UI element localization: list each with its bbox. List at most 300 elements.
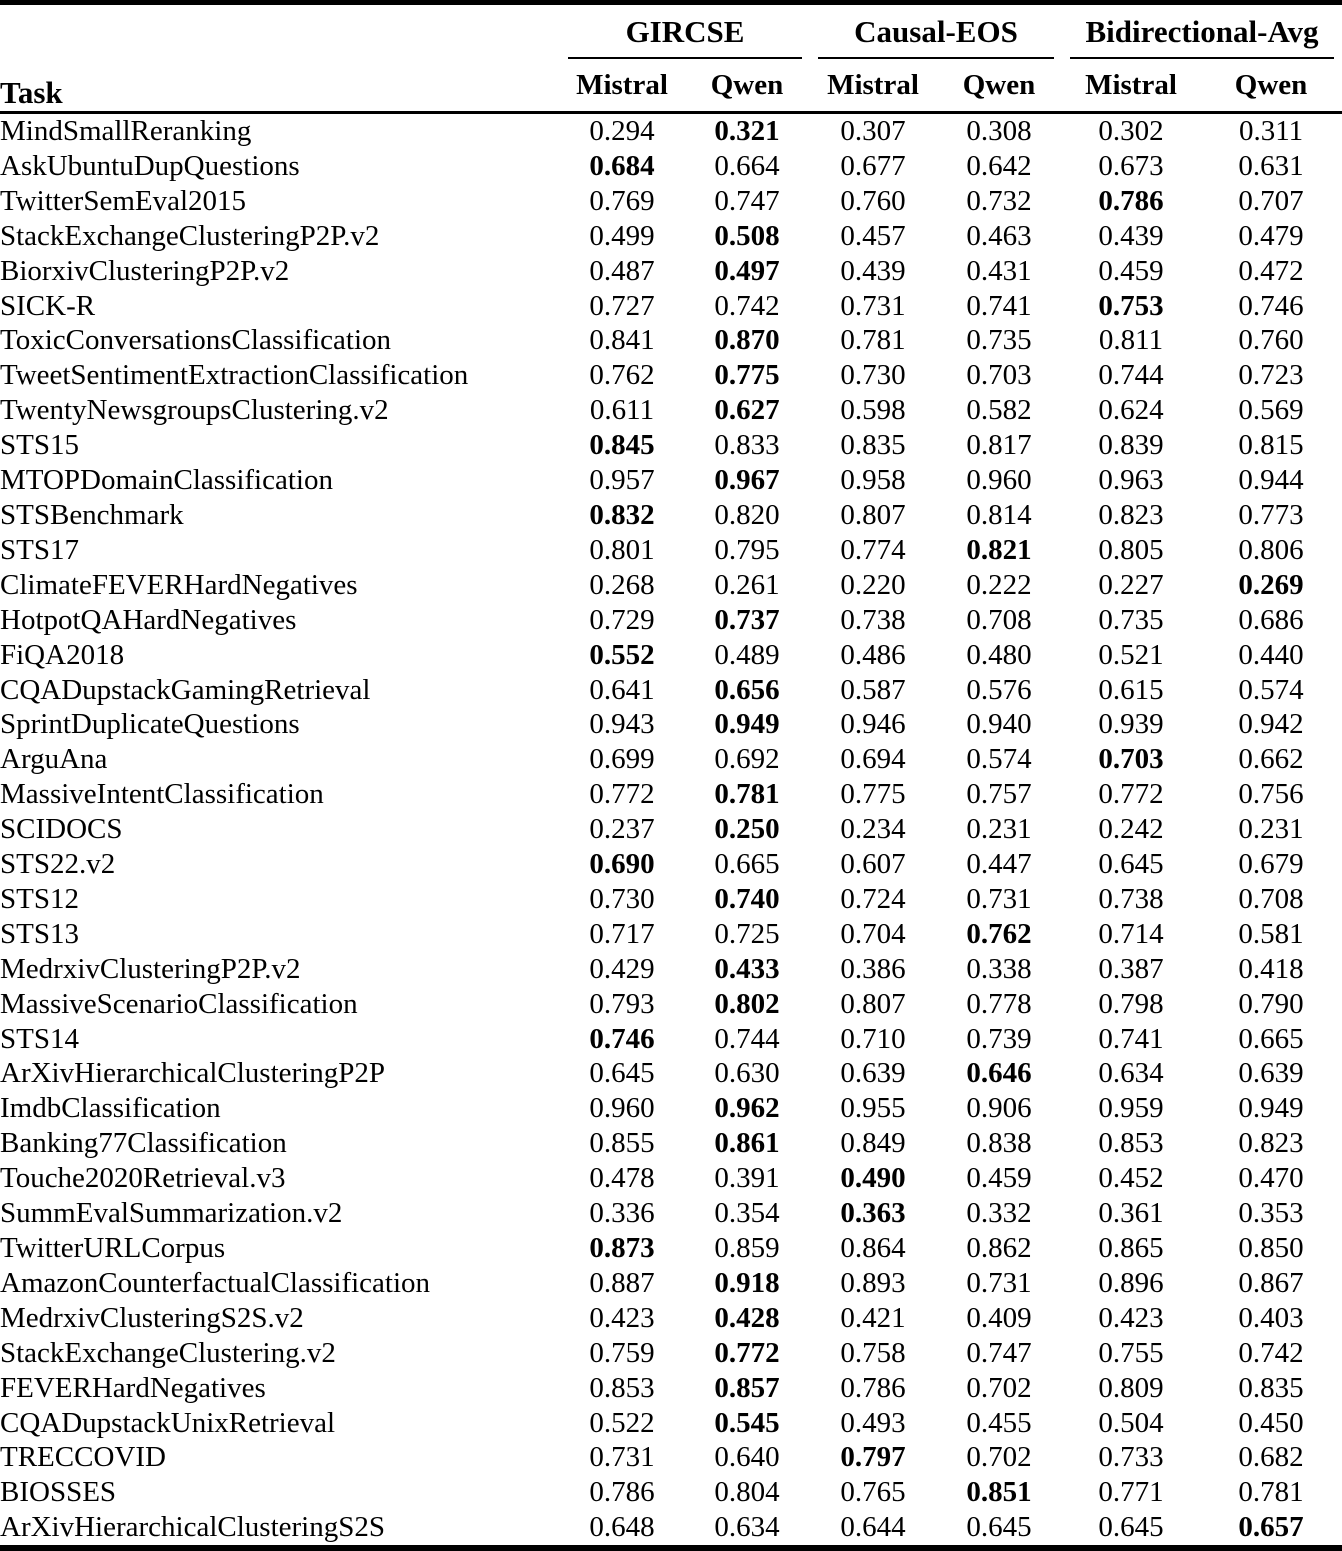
score-cell: 0.569 (1238, 394, 1304, 427)
score-cell: 0.740 (714, 882, 780, 915)
score-cell: 0.353 (1238, 1197, 1304, 1230)
score-cell: 0.741 (1098, 1022, 1164, 1055)
table-row (0, 1196, 1342, 1231)
task-name-cell: AskUbuntuDupQuestions (0, 149, 300, 182)
score-cell: 0.738 (1098, 882, 1164, 915)
score-cell: 0.702 (966, 1371, 1032, 1404)
task-name-cell: ArXivHierarchicalClusteringP2P (0, 1057, 385, 1090)
score-cell: 0.762 (966, 917, 1032, 950)
table-row (0, 673, 1342, 708)
score-cell: 0.775 (714, 359, 780, 392)
score-cell: 0.807 (840, 498, 906, 531)
score-cell: 0.302 (1098, 115, 1164, 147)
score-cell: 0.227 (1098, 568, 1164, 601)
task-name-cell: Touche2020Retrieval.v3 (0, 1162, 286, 1195)
score-cell: 0.850 (1238, 1232, 1304, 1264)
score-cell: 0.841 (589, 324, 655, 357)
task-name-cell: MindSmallReranking (0, 115, 252, 147)
score-cell: 0.781 (714, 778, 780, 811)
score-cell: 0.552 (589, 638, 655, 671)
table-header (0, 0, 1342, 114)
score-cell: 0.455 (966, 1406, 1032, 1439)
score-cell: 0.664 (714, 149, 780, 182)
score-cell: 0.802 (714, 987, 780, 1020)
score-cell: 0.642 (966, 149, 1032, 182)
score-cell: 0.428 (714, 1301, 780, 1334)
score-cell: 0.545 (714, 1406, 780, 1439)
score-cell: 0.773 (1238, 498, 1304, 531)
score-cell: 0.641 (589, 673, 655, 706)
score-cell: 0.870 (714, 324, 780, 357)
task-name-cell: StackExchangeClustering.v2 (0, 1336, 336, 1369)
score-cell: 0.630 (714, 1057, 780, 1090)
score-cell: 0.717 (589, 917, 655, 950)
score-cell: 0.725 (714, 917, 780, 950)
score-cell: 0.849 (840, 1127, 906, 1160)
score-cell: 0.771 (1098, 1476, 1164, 1509)
table-row (0, 638, 1342, 673)
task-name-cell: MassiveIntentClassification (0, 778, 324, 811)
score-cell: 0.774 (840, 533, 906, 566)
score-cell: 0.742 (1238, 1336, 1304, 1369)
score-cell: 0.723 (1238, 359, 1304, 392)
score-cell: 0.731 (840, 289, 906, 322)
score-cell: 0.429 (589, 952, 655, 985)
task-name-cell: Banking77Classification (0, 1127, 287, 1160)
table-row (0, 1510, 1342, 1545)
score-cell: 0.746 (589, 1022, 655, 1055)
score-cell: 0.946 (840, 708, 906, 741)
score-cell: 0.307 (840, 115, 906, 147)
table-row (0, 1231, 1342, 1266)
score-cell: 0.756 (1238, 778, 1304, 811)
subcolumn-label-causal-eos-mistral: Mistral (827, 69, 919, 101)
score-cell: 0.798 (1098, 987, 1164, 1020)
task-name-cell: STS15 (0, 429, 79, 462)
task-name-cell: STS22.v2 (0, 848, 116, 881)
table-row (0, 1475, 1342, 1510)
task-name-cell: TweetSentimentExtractionClassification (0, 359, 469, 392)
score-cell: 0.452 (1098, 1162, 1164, 1195)
score-cell: 0.439 (840, 254, 906, 287)
score-cell: 0.656 (714, 673, 780, 706)
group-label-bidirectional-avg: Bidirectional-Avg (1085, 14, 1319, 49)
table-row (0, 707, 1342, 742)
score-cell: 0.361 (1098, 1197, 1164, 1230)
bottomrule-row (0, 1545, 1342, 1551)
table-row (0, 1126, 1342, 1161)
task-name-cell: CQADupstackUnixRetrieval (0, 1406, 336, 1439)
score-cell: 0.853 (589, 1371, 655, 1404)
task-name-cell: AmazonCounterfactualClassification (0, 1266, 431, 1299)
score-cell: 0.611 (589, 394, 655, 427)
task-name-cell: BiorxivClusteringP2P.v2 (0, 254, 290, 287)
task-name-cell: STSBenchmark (0, 498, 184, 531)
task-name-cell: STS17 (0, 533, 79, 566)
score-cell: 0.576 (966, 673, 1032, 706)
score-cell: 0.472 (1238, 254, 1304, 287)
score-cell: 0.338 (966, 952, 1032, 985)
score-cell: 0.873 (589, 1232, 655, 1264)
score-cell: 0.665 (714, 848, 780, 881)
score-cell: 0.739 (966, 1022, 1032, 1055)
score-cell: 0.682 (1238, 1441, 1304, 1474)
score-cell: 0.957 (589, 464, 655, 497)
group-header-row (0, 5, 1342, 59)
score-cell: 0.731 (966, 882, 1032, 915)
score-cell: 0.839 (1098, 429, 1164, 462)
table-row (0, 952, 1342, 987)
table-row (0, 498, 1342, 533)
score-cell: 0.459 (1098, 254, 1164, 287)
table-body (0, 114, 1342, 1545)
score-cell: 0.731 (589, 1441, 655, 1474)
score-cell: 0.835 (840, 429, 906, 462)
score-cell: 0.421 (840, 1301, 906, 1334)
score-cell: 0.833 (714, 429, 780, 462)
score-cell: 0.574 (1238, 673, 1304, 706)
score-cell: 0.615 (1098, 673, 1164, 706)
subcolumn-label-gircse-mistral: Mistral (576, 69, 668, 101)
score-cell: 0.755 (1098, 1336, 1164, 1369)
score-cell: 0.727 (589, 289, 655, 322)
table-row (0, 533, 1342, 568)
score-cell: 0.735 (966, 324, 1032, 357)
task-name-cell: STS12 (0, 882, 79, 915)
subcolumn-label-causal-eos-qwen: Qwen (962, 69, 1036, 101)
score-cell: 0.363 (840, 1197, 906, 1230)
score-cell: 0.418 (1238, 952, 1304, 985)
score-cell: 0.804 (714, 1476, 780, 1509)
score-cell: 0.797 (840, 1441, 906, 1474)
task-name-cell: STS14 (0, 1022, 79, 1055)
score-cell: 0.832 (589, 498, 655, 531)
table-row (0, 812, 1342, 847)
score-cell: 0.522 (589, 1406, 655, 1439)
score-cell: 0.486 (840, 638, 906, 671)
score-cell: 0.944 (1238, 464, 1304, 497)
score-cell: 0.760 (840, 184, 906, 217)
score-cell: 0.581 (1238, 917, 1304, 950)
table-row (0, 1301, 1342, 1336)
task-name-cell: MedrxivClusteringP2P.v2 (0, 952, 301, 985)
score-cell: 0.741 (966, 289, 1032, 322)
score-cell: 0.710 (840, 1022, 906, 1055)
score-cell: 0.733 (1098, 1441, 1164, 1474)
score-cell: 0.823 (1238, 1127, 1304, 1160)
table-row (0, 428, 1342, 463)
score-cell: 0.744 (714, 1022, 780, 1055)
score-cell: 0.817 (966, 429, 1032, 462)
score-cell: 0.939 (1098, 708, 1164, 741)
score-cell: 0.582 (966, 394, 1032, 427)
score-cell: 0.268 (589, 568, 655, 601)
score-cell: 0.949 (714, 708, 780, 741)
score-cell: 0.786 (1098, 184, 1164, 217)
score-cell: 0.820 (714, 498, 780, 531)
score-cell: 0.699 (589, 743, 655, 776)
score-cell: 0.778 (966, 987, 1032, 1020)
score-cell: 0.760 (1238, 324, 1304, 357)
subcolumn-header-causal-eos-qwen (936, 59, 1062, 111)
score-cell: 0.690 (589, 848, 655, 881)
score-cell: 0.714 (1098, 917, 1164, 950)
score-cell: 0.645 (589, 1057, 655, 1090)
score-cell: 0.627 (714, 394, 780, 427)
subcolumn-header-causal-eos-mistral (810, 59, 936, 111)
score-cell: 0.250 (714, 813, 780, 846)
score-cell: 0.489 (714, 638, 780, 671)
score-cell: 0.457 (840, 219, 906, 252)
score-cell: 0.493 (840, 1406, 906, 1439)
task-name-cell: FEVERHardNegatives (0, 1371, 266, 1404)
task-name-cell: SprintDuplicateQuestions (0, 708, 300, 741)
task-name-cell: ArguAna (0, 743, 108, 776)
table-row (0, 184, 1342, 219)
task-name-cell: HotpotQAHardNegatives (0, 603, 297, 636)
table-row (0, 114, 1342, 149)
score-cell: 0.857 (714, 1371, 780, 1404)
score-cell: 0.450 (1238, 1406, 1304, 1439)
score-cell: 0.387 (1098, 952, 1164, 985)
score-cell: 0.959 (1098, 1092, 1164, 1125)
score-cell: 0.801 (589, 533, 655, 566)
subcolumn-label-bidirectional-avg-mistral: Mistral (1085, 69, 1177, 101)
table-row (0, 603, 1342, 638)
score-cell: 0.967 (714, 464, 780, 497)
score-cell: 0.821 (966, 533, 1032, 566)
score-cell: 0.679 (1238, 848, 1304, 881)
subcolumn-label-gircse-qwen: Qwen (710, 69, 784, 101)
table-row (0, 1266, 1342, 1301)
score-cell: 0.684 (589, 149, 655, 182)
score-cell: 0.730 (840, 359, 906, 392)
score-cell: 0.735 (1098, 603, 1164, 636)
score-cell: 0.459 (966, 1162, 1032, 1195)
score-cell: 0.765 (840, 1476, 906, 1509)
score-cell: 0.757 (966, 778, 1032, 811)
score-cell: 0.269 (1238, 568, 1304, 601)
score-cell: 0.729 (589, 603, 655, 636)
score-cell: 0.738 (840, 603, 906, 636)
task-name-cell: STS13 (0, 917, 79, 950)
score-cell: 0.634 (714, 1511, 780, 1544)
score-cell: 0.859 (714, 1232, 780, 1264)
score-cell: 0.639 (1238, 1057, 1304, 1090)
score-cell: 0.490 (840, 1162, 906, 1195)
score-cell: 0.311 (1238, 115, 1304, 147)
score-cell: 0.790 (1238, 987, 1304, 1020)
table-row (0, 1161, 1342, 1196)
score-cell: 0.308 (966, 115, 1032, 147)
score-cell: 0.795 (714, 533, 780, 566)
score-cell: 0.772 (589, 778, 655, 811)
score-cell: 0.893 (840, 1266, 906, 1299)
group-header-gircse (560, 5, 810, 59)
score-cell: 0.703 (1098, 743, 1164, 776)
subcolumn-label-bidirectional-avg-qwen: Qwen (1234, 69, 1308, 101)
table-row (0, 393, 1342, 428)
task-name-cell: SCIDOCS (0, 813, 123, 846)
score-cell: 0.855 (589, 1127, 655, 1160)
score-cell: 0.423 (589, 1301, 655, 1334)
score-cell: 0.887 (589, 1266, 655, 1299)
score-cell: 0.962 (714, 1092, 780, 1125)
table-row (0, 1336, 1342, 1371)
score-cell: 0.737 (714, 603, 780, 636)
score-cell: 0.439 (1098, 219, 1164, 252)
group-header-causal-eos (810, 5, 1062, 59)
score-cell: 0.845 (589, 429, 655, 462)
task-name-cell: BIOSSES (0, 1476, 117, 1509)
subcolumn-header-gircse-qwen (684, 59, 810, 111)
score-cell: 0.480 (966, 638, 1032, 671)
score-cell: 0.731 (966, 1266, 1032, 1299)
score-cell: 0.692 (714, 743, 780, 776)
score-cell: 0.786 (840, 1371, 906, 1404)
score-cell: 0.242 (1098, 813, 1164, 846)
score-cell: 0.237 (589, 813, 655, 846)
score-cell: 0.864 (840, 1232, 906, 1264)
score-cell: 0.645 (966, 1511, 1032, 1544)
task-name-cell: StackExchangeClusteringP2P.v2 (0, 219, 380, 252)
score-cell: 0.955 (840, 1092, 906, 1125)
score-cell: 0.732 (966, 184, 1032, 217)
task-name-cell: MedrxivClusteringS2S.v2 (0, 1301, 304, 1334)
score-cell: 0.702 (966, 1441, 1032, 1474)
score-cell: 0.220 (840, 568, 906, 601)
score-cell: 0.478 (589, 1162, 655, 1195)
score-cell: 0.835 (1238, 1371, 1304, 1404)
score-cell: 0.853 (1098, 1127, 1164, 1160)
table-row (0, 568, 1342, 603)
score-cell: 0.403 (1238, 1301, 1304, 1334)
score-cell: 0.814 (966, 498, 1032, 531)
score-cell: 0.746 (1238, 289, 1304, 322)
score-cell: 0.838 (966, 1127, 1032, 1160)
task-name-cell: ClimateFEVERHardNegatives (0, 568, 358, 601)
score-cell: 0.704 (840, 917, 906, 950)
score-cell: 0.730 (589, 882, 655, 915)
score-cell: 0.703 (966, 359, 1032, 392)
score-cell: 0.742 (714, 289, 780, 322)
table-row (0, 1056, 1342, 1091)
score-cell: 0.809 (1098, 1371, 1164, 1404)
score-cell: 0.634 (1098, 1057, 1164, 1090)
score-cell: 0.781 (840, 324, 906, 357)
score-cell: 0.747 (966, 1336, 1032, 1369)
score-cell: 0.234 (840, 813, 906, 846)
score-cell: 0.851 (966, 1476, 1032, 1509)
score-cell: 0.598 (840, 394, 906, 427)
score-cell: 0.646 (966, 1057, 1032, 1090)
score-cell: 0.521 (1098, 638, 1164, 671)
table-footer (0, 1545, 1342, 1551)
task-name-cell: MassiveScenarioClassification (0, 987, 358, 1020)
score-cell: 0.673 (1098, 149, 1164, 182)
score-cell: 0.811 (1098, 324, 1164, 357)
score-cell: 0.677 (840, 149, 906, 182)
score-cell: 0.657 (1238, 1511, 1304, 1544)
column-header-task: Task (0, 75, 63, 110)
score-cell: 0.963 (1098, 464, 1164, 497)
score-cell: 0.694 (840, 743, 906, 776)
score-cell: 0.391 (714, 1162, 780, 1195)
score-cell: 0.231 (1238, 813, 1304, 846)
score-cell: 0.648 (589, 1511, 655, 1544)
score-cell: 0.958 (840, 464, 906, 497)
score-cell: 0.587 (840, 673, 906, 706)
score-cell: 0.918 (714, 1266, 780, 1299)
score-cell: 0.261 (714, 568, 780, 601)
score-cell: 0.960 (966, 464, 1032, 497)
score-cell: 0.862 (966, 1232, 1032, 1264)
score-cell: 0.607 (840, 848, 906, 881)
score-cell: 0.758 (840, 1336, 906, 1369)
score-cell: 0.896 (1098, 1266, 1164, 1299)
score-cell: 0.823 (1098, 498, 1164, 531)
task-name-cell: ToxicConversationsClassification (0, 324, 392, 357)
score-cell: 0.423 (1098, 1301, 1164, 1334)
task-name-cell: CQADupstackGamingRetrieval (0, 673, 371, 706)
score-cell: 0.805 (1098, 533, 1164, 566)
table-row (0, 1406, 1342, 1441)
score-cell: 0.487 (589, 254, 655, 287)
score-cell: 0.753 (1098, 289, 1164, 322)
score-cell: 0.960 (589, 1092, 655, 1125)
score-cell: 0.707 (1238, 184, 1304, 217)
table-row (0, 847, 1342, 882)
table-row (0, 742, 1342, 777)
table-row (0, 358, 1342, 393)
score-cell: 0.409 (966, 1301, 1032, 1334)
task-name-cell: TwentyNewsgroupsClustering.v2 (0, 394, 389, 427)
score-cell: 0.479 (1238, 219, 1304, 252)
score-cell: 0.775 (840, 778, 906, 811)
score-cell: 0.386 (840, 952, 906, 985)
score-cell: 0.759 (589, 1336, 655, 1369)
table-row (0, 882, 1342, 917)
task-name-cell: MTOPDomainClassification (0, 464, 333, 497)
score-cell: 0.336 (589, 1197, 655, 1230)
score-cell: 0.624 (1098, 394, 1164, 427)
score-cell: 0.747 (714, 184, 780, 217)
table-row (0, 219, 1342, 254)
score-cell: 0.433 (714, 952, 780, 985)
score-cell: 0.499 (589, 219, 655, 252)
table-row (0, 289, 1342, 324)
table-row (0, 1022, 1342, 1057)
score-cell: 0.762 (589, 359, 655, 392)
score-cell: 0.447 (966, 848, 1032, 881)
group-label-gircse: GIRCSE (625, 14, 745, 49)
score-cell: 0.645 (1098, 848, 1164, 881)
table-row (0, 149, 1342, 184)
score-cell: 0.724 (840, 882, 906, 915)
score-cell: 0.640 (714, 1441, 780, 1474)
score-cell: 0.463 (966, 219, 1032, 252)
task-name-cell: TRECCOVID (0, 1441, 166, 1474)
table-row (0, 1440, 1342, 1475)
score-cell: 0.470 (1238, 1162, 1304, 1195)
task-name-cell: SICK-R (0, 289, 96, 322)
score-cell: 0.321 (714, 115, 780, 147)
score-cell: 0.294 (589, 115, 655, 147)
task-name-cell: TwitterSemEval2015 (0, 184, 247, 217)
score-cell: 0.645 (1098, 1511, 1164, 1544)
table-row (0, 1091, 1342, 1126)
table-row (0, 463, 1342, 498)
